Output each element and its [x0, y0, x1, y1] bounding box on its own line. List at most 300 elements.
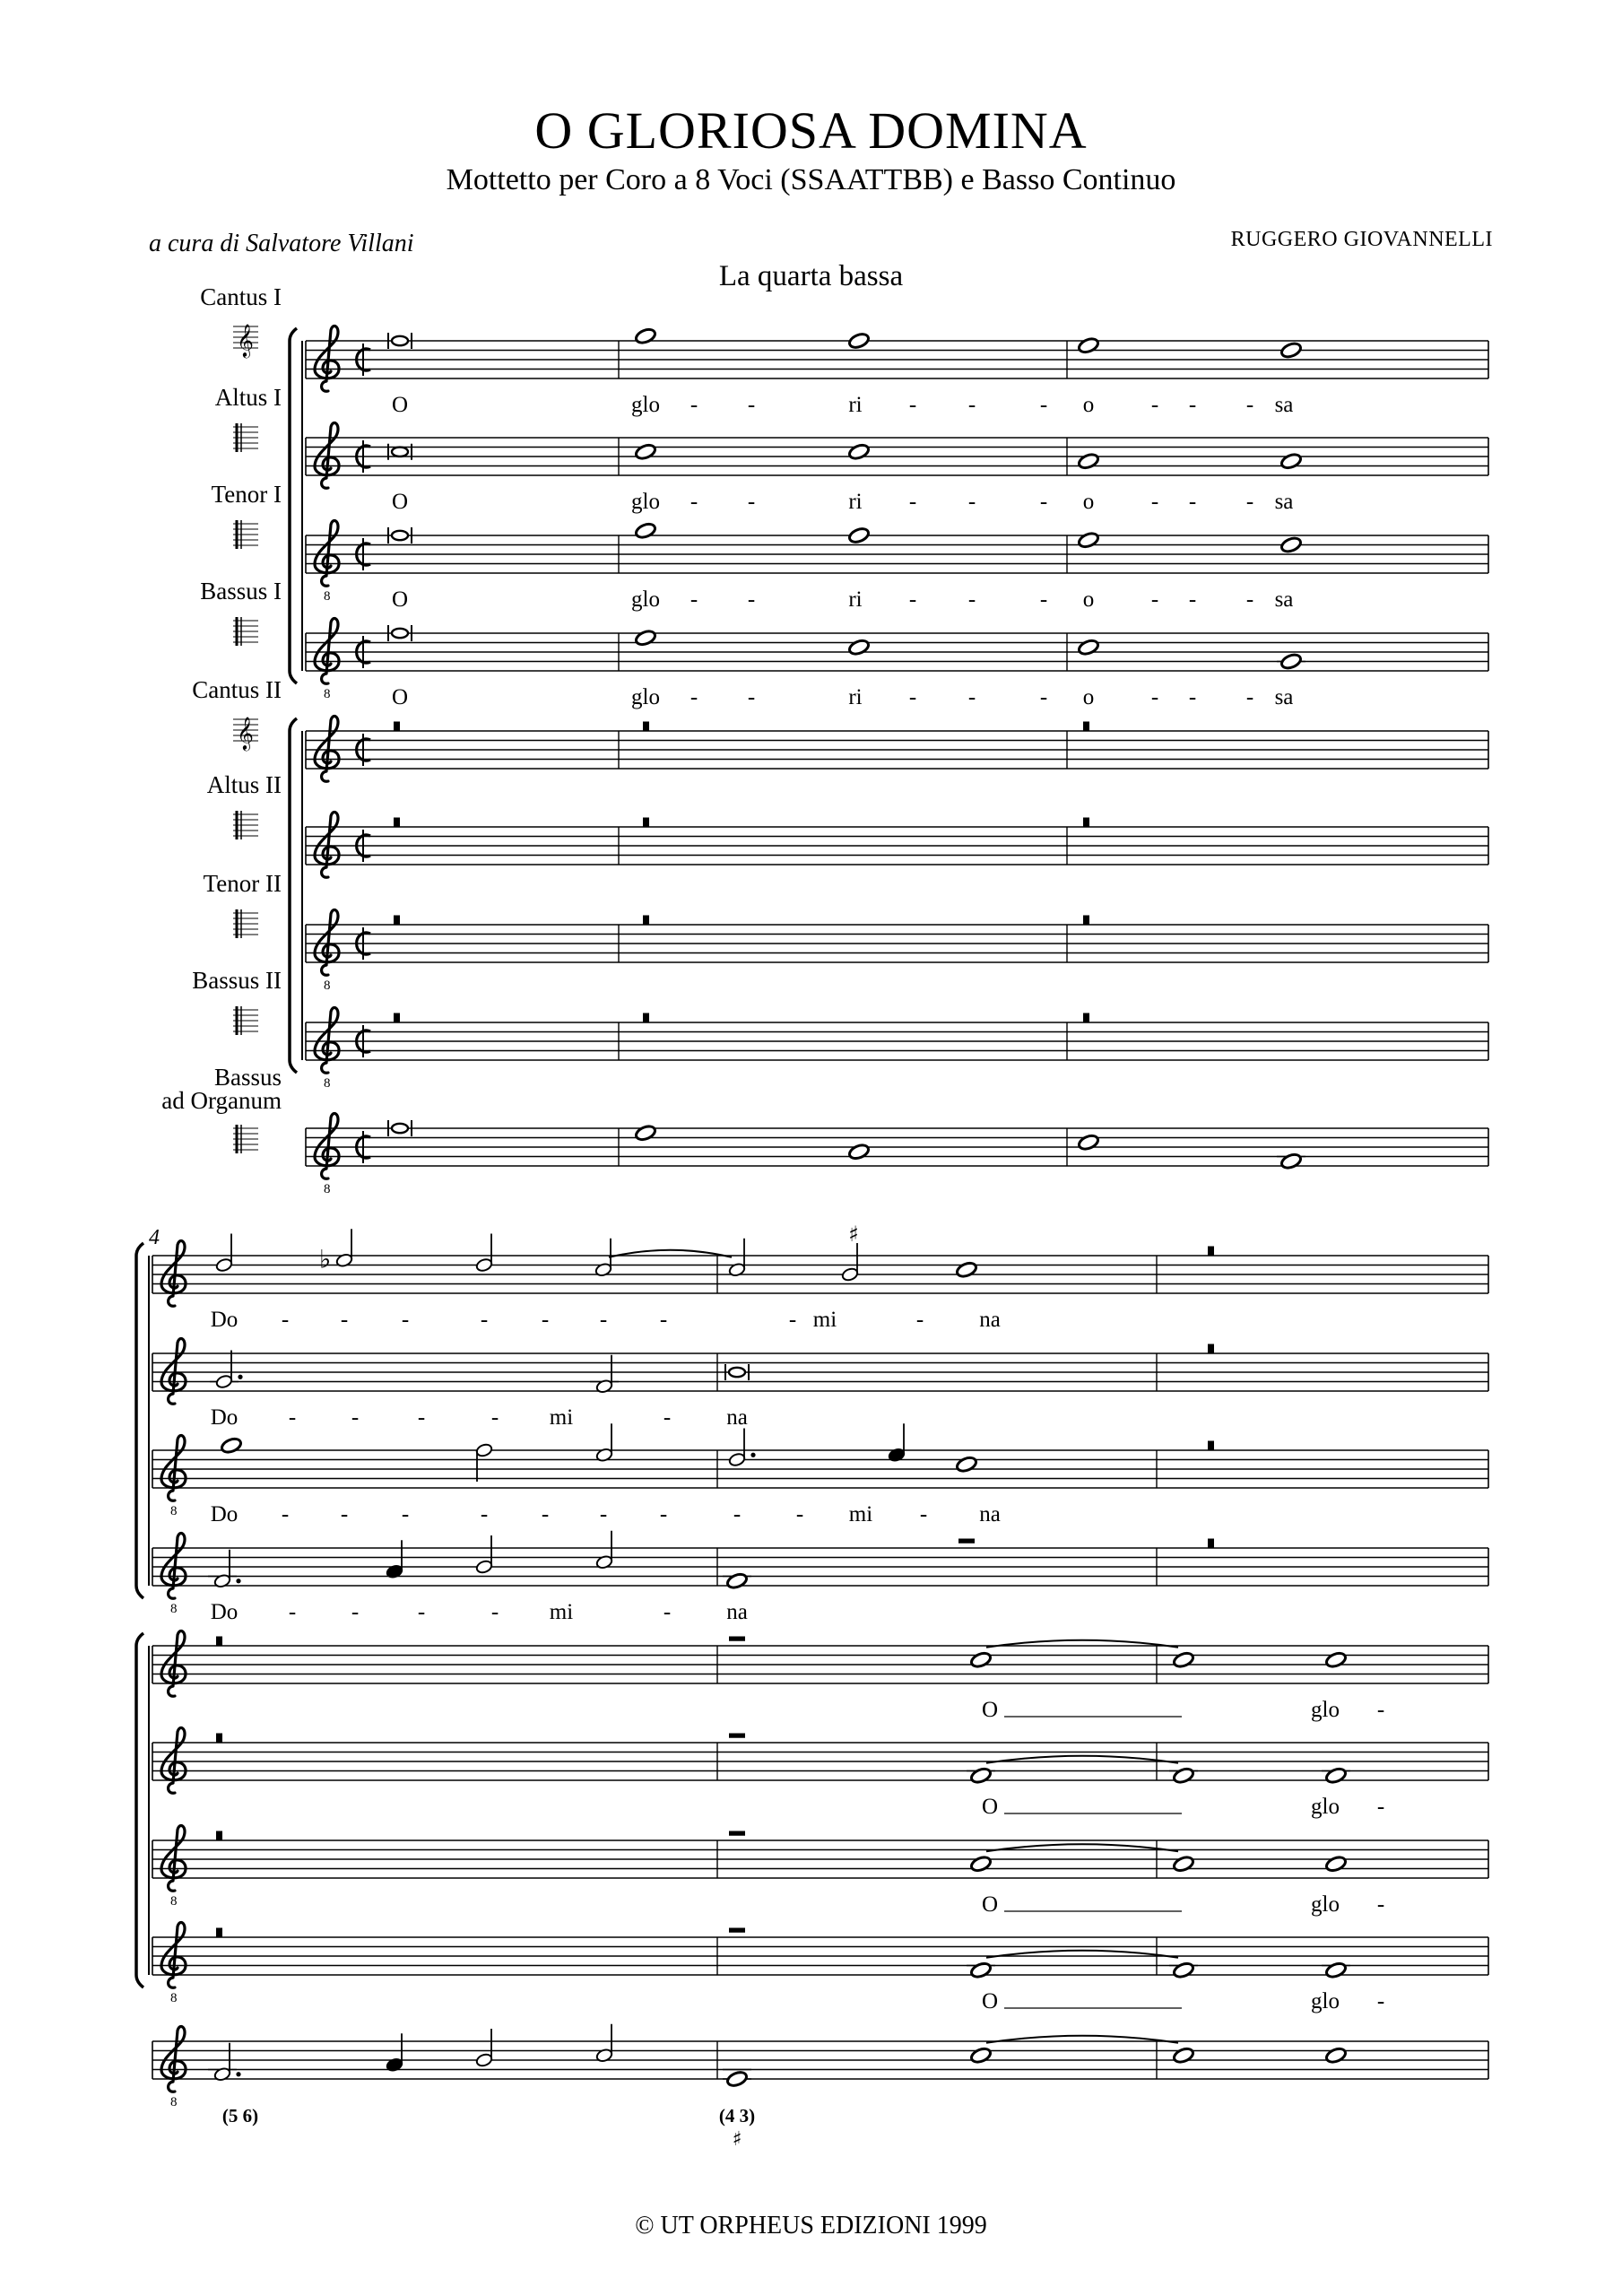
lyric-syllable: - — [490, 1600, 499, 1624]
augmentation-dot — [750, 1453, 755, 1457]
voice-name: Tenor II — [203, 870, 282, 897]
treble-clef-icon — [161, 1435, 186, 1500]
lyric-syllable: - — [1188, 490, 1197, 514]
lyric-syllable: glo — [1311, 1892, 1340, 1917]
voice-name: Altus II — [206, 771, 282, 798]
half-notehead — [475, 1559, 493, 1574]
octave-eight-mark: 8 — [170, 1894, 178, 1909]
lyric-syllable: Do — [210, 1600, 239, 1624]
breve-rest — [1208, 1247, 1214, 1257]
choir-bracket — [136, 1243, 143, 1598]
voice-name: Altus I — [214, 384, 282, 411]
lyric-syllable: - — [401, 1308, 410, 1332]
treble-clef-icon — [315, 716, 339, 781]
figured-bass: (5 6) — [221, 2105, 259, 2126]
lyric-syllable: - — [690, 685, 698, 709]
lyric-syllable: - — [1376, 1892, 1385, 1917]
lyric-syllable: sa — [1274, 685, 1294, 709]
lyric-syllable: mi — [848, 1502, 873, 1526]
treble-clef-icon — [161, 1533, 186, 1598]
score-title: O GLORIOSA DOMINA — [534, 101, 1088, 160]
copyright-notice: © UT ORPHEUS EDIZIONI 1999 — [635, 2212, 987, 2239]
half-notehead — [595, 1554, 613, 1570]
breve-rest — [1083, 916, 1089, 926]
lyric-syllable: - — [908, 490, 917, 514]
lyric-syllable: - — [1039, 685, 1048, 709]
lyric-syllable: - — [401, 1502, 410, 1526]
staff-6 — [152, 1727, 1488, 1793]
lyric-syllable: - — [690, 490, 698, 514]
whole-notehead — [634, 629, 656, 647]
lyric-syllable: - — [1039, 393, 1048, 417]
lyric-syllable: - — [599, 1502, 608, 1526]
lyric-syllable: - — [490, 1405, 499, 1430]
lyric-syllable: - — [1150, 685, 1159, 709]
octave-eight-mark: 8 — [324, 978, 331, 993]
breve-rest — [1083, 1013, 1089, 1023]
breve-rest — [216, 1928, 222, 1938]
lyric-syllable: - — [1245, 587, 1254, 612]
breve-rest — [643, 818, 649, 828]
lyric-syllable: O — [391, 393, 409, 417]
lyric-syllable: O — [981, 1989, 999, 2013]
lyric-syllable: - — [1245, 685, 1254, 709]
lyric-syllable: - — [541, 1502, 550, 1526]
staff-6 — [306, 812, 1488, 877]
voice-name-line-2: ad Organum — [161, 1087, 282, 1114]
lyric-syllable: - — [417, 1600, 426, 1624]
breve-rest — [394, 818, 400, 828]
voice-notes-6 — [216, 1734, 1350, 1785]
octave-eight-mark: 8 — [170, 1991, 178, 2005]
whole-notehead — [969, 1651, 992, 1669]
lyric-syllable: - — [1376, 1989, 1385, 2013]
whole-notehead — [847, 526, 870, 544]
voice-notes-7 — [394, 916, 1089, 926]
lyric-syllable: glo — [1311, 1989, 1340, 2013]
octave-eight-mark: 8 — [324, 1076, 331, 1091]
breve-rest — [216, 1831, 222, 1841]
treble-clef-icon — [315, 1007, 339, 1073]
whole-notehead — [955, 1456, 977, 1474]
composer-name: RUGGERO GIOVANNELLI — [1230, 228, 1493, 251]
breve-rest — [1208, 1539, 1214, 1549]
lyric-syllable: O — [981, 1795, 999, 1819]
treble-clef-icon — [315, 618, 339, 683]
whole-rest — [729, 1637, 745, 1641]
lyric-syllable: na — [979, 1502, 1001, 1526]
staff-5 — [152, 1631, 1488, 1696]
half-notehead — [215, 1374, 233, 1389]
augmentation-dot — [236, 1578, 240, 1583]
breve-rest — [394, 1013, 400, 1023]
lyric-syllable: - — [967, 393, 976, 417]
lyrics-line-5 — [982, 1698, 1384, 1722]
voice-label-7 — [204, 870, 282, 938]
score-subtitle: Mottetto per Coro a 8 Voci (SSAATTBB) e Basso Continuo — [446, 163, 1176, 196]
flat-accidental: ♭ — [319, 1244, 332, 1274]
breve-notehead — [392, 336, 408, 345]
whole-notehead — [1172, 1651, 1194, 1669]
staff-2 — [152, 1338, 1488, 1404]
lyric-syllable: - — [541, 1308, 550, 1332]
lyric-syllable: O — [391, 490, 409, 514]
breve-rest — [1083, 818, 1089, 828]
whole-notehead — [725, 1572, 748, 1590]
lyric-syllable: - — [795, 1502, 804, 1526]
whole-notehead — [1172, 2047, 1194, 2065]
lyric-syllable: - — [1039, 490, 1048, 514]
voice-name: Bassus I — [200, 578, 282, 604]
treble-clef-icon — [161, 1825, 186, 1891]
voice-notes-5 — [394, 722, 1089, 732]
breve-rest — [394, 722, 400, 732]
figured-bass-sharp: ♯ — [732, 2128, 742, 2151]
whole-notehead — [1077, 336, 1099, 354]
lyric-syllable: - — [908, 393, 917, 417]
lyric-syllable: mi — [549, 1600, 574, 1624]
lyric-syllable: - — [1188, 393, 1197, 417]
voice-notes-8 — [394, 1013, 1089, 1023]
treble-clef-icon — [315, 1113, 339, 1178]
staff-1 — [152, 1240, 1488, 1306]
lyric-syllable: - — [967, 685, 976, 709]
octave-eight-mark: 8 — [324, 589, 331, 604]
whole-notehead — [634, 443, 656, 461]
staff-8 — [152, 1922, 1488, 2005]
treble-clef-icon — [161, 1631, 186, 1696]
lyric-syllable: - — [480, 1308, 489, 1332]
lyric-syllable: na — [726, 1405, 748, 1430]
treble-clef-icon — [315, 326, 339, 391]
voice-label-9 — [161, 1064, 282, 1153]
lyric-syllable: - — [340, 1502, 349, 1526]
breve-notehead — [392, 448, 408, 457]
whole-notehead — [847, 443, 870, 461]
lyric-syllable: - — [480, 1502, 489, 1526]
half-notehead — [728, 1262, 746, 1277]
voice-label-1 — [200, 283, 282, 358]
breve-rest — [1083, 722, 1089, 732]
quarter-notehead — [386, 1564, 403, 1579]
lyrics-line-8 — [982, 1989, 1384, 2013]
lyric-syllable: - — [659, 1308, 668, 1332]
voice-label-6 — [207, 771, 282, 839]
whole-notehead — [1077, 452, 1099, 470]
lyrics-line-1 — [211, 1308, 1001, 1332]
lyric-syllable: - — [1150, 587, 1159, 612]
choir-bracket — [136, 1633, 143, 1987]
lyric-syllable: - — [659, 1502, 668, 1526]
whole-notehead — [1172, 1961, 1194, 1979]
lyric-syllable: - — [281, 1502, 290, 1526]
whole-notehead — [847, 639, 870, 657]
lyrics-line-4 — [211, 1600, 748, 1624]
lyrics-line-1 — [392, 393, 1293, 417]
breve-rest — [216, 1734, 222, 1744]
whole-notehead — [1324, 1651, 1347, 1669]
lyric-syllable: glo — [631, 587, 660, 612]
breve-notehead — [729, 1368, 745, 1377]
voice-name: Cantus II — [192, 676, 282, 703]
lyric-syllable: - — [967, 587, 976, 612]
lyric-syllable: mi — [549, 1405, 574, 1430]
treble-clef-icon — [161, 1727, 186, 1793]
octave-eight-mark: 8 — [170, 1602, 178, 1616]
lyric-syllable: ri — [848, 685, 863, 709]
lyric-syllable: O — [981, 1698, 999, 1722]
whole-notehead — [955, 1261, 977, 1279]
lyric-syllable: - — [1188, 685, 1197, 709]
lyric-syllable: - — [690, 587, 698, 612]
half-notehead — [335, 1253, 353, 1268]
whole-notehead — [634, 522, 656, 540]
measure-number: 4 — [149, 1226, 160, 1249]
lyrics-line-7 — [982, 1892, 1384, 1917]
whole-notehead — [1279, 341, 1302, 359]
treble-clef-icon — [161, 1922, 186, 1987]
editor-credit: a cura di Salvatore Villani — [149, 230, 414, 257]
octave-eight-mark: 8 — [324, 1182, 331, 1196]
incipit-clef-icon: 𝄞 — [237, 323, 254, 357]
whole-notehead — [1172, 1855, 1194, 1873]
whole-notehead — [1324, 1961, 1347, 1979]
lyric-syllable: na — [979, 1308, 1001, 1332]
lyric-syllable: - — [747, 393, 756, 417]
treble-clef-icon — [315, 812, 339, 877]
staff-5 — [306, 716, 1488, 781]
system-1 — [290, 326, 1488, 1196]
lyric-syllable: ri — [848, 587, 863, 612]
lyrics-line-6 — [982, 1795, 1384, 1819]
whole-rest — [729, 1928, 745, 1933]
staff-9 — [152, 2026, 1488, 2109]
lyrics-line-3 — [211, 1502, 1001, 1526]
lyric-syllable: glo — [631, 685, 660, 709]
half-notehead — [475, 1442, 493, 1457]
lyric-syllable: - — [599, 1308, 608, 1332]
staff-2 — [306, 422, 1488, 488]
lyric-syllable: - — [1245, 490, 1254, 514]
whole-notehead — [847, 332, 870, 350]
lyric-syllable: Do — [210, 1405, 239, 1430]
staff-3 — [306, 520, 1488, 604]
voice-label-5 — [192, 676, 282, 751]
half-notehead — [728, 1452, 746, 1467]
staff-4 — [306, 618, 1488, 701]
whole-notehead — [1279, 535, 1302, 553]
staff-7 — [306, 909, 1488, 993]
whole-notehead — [1172, 1767, 1194, 1785]
lyric-syllable: o — [1082, 587, 1095, 612]
half-notehead — [595, 2048, 613, 2063]
lyric-syllable: - — [1376, 1795, 1385, 1819]
lyric-syllable: - — [747, 490, 756, 514]
whole-notehead — [969, 1855, 992, 1873]
lyric-syllable: sa — [1274, 393, 1294, 417]
lyric-syllable: - — [663, 1405, 672, 1430]
half-notehead — [841, 1266, 859, 1282]
quarter-notehead — [888, 1448, 906, 1463]
lyric-syllable: - — [915, 1308, 924, 1332]
voice-label-4 — [200, 578, 282, 646]
lyric-syllable: - — [1150, 393, 1159, 417]
lyrics-line-4 — [392, 685, 1293, 709]
lyric-syllable: - — [1245, 393, 1254, 417]
whole-notehead — [1279, 452, 1302, 470]
whole-notehead — [634, 327, 656, 345]
breve-rest — [1208, 1344, 1214, 1354]
lyric-syllable: Do — [210, 1502, 239, 1526]
lyric-syllable: - — [288, 1600, 297, 1624]
lyric-syllable: O — [391, 685, 409, 709]
lyric-syllable: glo — [1311, 1698, 1340, 1722]
voice-label-8 — [192, 967, 282, 1035]
breve-rest — [643, 722, 649, 732]
breve-rest — [216, 1637, 222, 1647]
whole-notehead — [1077, 1134, 1099, 1152]
whole-rest — [958, 1539, 975, 1544]
half-notehead — [475, 1257, 493, 1273]
whole-notehead — [1077, 639, 1099, 657]
whole-notehead — [1279, 652, 1302, 670]
choir-bracket — [290, 718, 297, 1073]
whole-notehead — [1077, 531, 1099, 549]
treble-clef-icon — [315, 909, 339, 975]
whole-notehead — [1324, 2047, 1347, 2065]
voice-label-2 — [215, 384, 282, 452]
whole-notehead — [969, 1961, 992, 1979]
treble-clef-icon — [161, 1338, 186, 1404]
lyric-syllable: glo — [631, 393, 660, 417]
whole-notehead — [847, 1143, 870, 1161]
lyric-syllable: O — [981, 1892, 999, 1917]
lyric-syllable: - — [351, 1600, 360, 1624]
voice-name: Bassus II — [192, 967, 282, 994]
treble-clef-icon — [161, 2026, 186, 2092]
whole-notehead — [969, 1767, 992, 1785]
lyric-syllable: - — [690, 393, 698, 417]
lyric-syllable: glo — [631, 490, 660, 514]
lyric-syllable: - — [967, 490, 976, 514]
staff-8 — [306, 1007, 1488, 1091]
augmentation-dot — [238, 1375, 242, 1379]
octave-eight-mark: 8 — [170, 2095, 178, 2109]
lyric-syllable: - — [663, 1600, 672, 1624]
lyric-syllable: O — [391, 587, 409, 612]
half-notehead — [215, 1257, 233, 1273]
breve-rest — [394, 916, 400, 926]
whole-notehead — [1324, 1855, 1347, 1873]
lyric-syllable: - — [908, 685, 917, 709]
augmentation-dot — [236, 2072, 240, 2076]
lyric-syllable: sa — [1274, 490, 1294, 514]
whole-rest — [729, 1734, 745, 1738]
half-notehead — [475, 2052, 493, 2067]
voice-notes-6 — [394, 818, 1089, 828]
system-2 — [136, 1229, 1488, 2109]
lyric-syllable: Do — [210, 1308, 239, 1332]
voice-notes-3 — [388, 522, 1303, 554]
lyric-syllable: na — [726, 1600, 748, 1624]
staff-7 — [152, 1825, 1488, 1909]
quarter-notehead — [386, 2057, 403, 2073]
lyric-syllable: - — [281, 1308, 290, 1332]
voice-name: Cantus I — [200, 283, 282, 310]
voice-notes-7 — [216, 1831, 1348, 1874]
voice-notes-8 — [216, 1928, 1350, 1979]
whole-rest — [729, 1831, 745, 1836]
lyrics-line-3 — [392, 587, 1293, 612]
voice-name: Tenor I — [211, 481, 282, 508]
voice-notes-1 — [388, 327, 1303, 360]
lyric-syllable: - — [288, 1405, 297, 1430]
breve-notehead — [392, 1124, 408, 1133]
lyric-syllable: - — [1376, 1698, 1385, 1722]
breve-rest — [643, 1013, 649, 1023]
octave-eight-mark: 8 — [170, 1504, 178, 1518]
voice-notes-4 — [208, 1531, 1214, 1590]
sharp-accidental-above: ♯ — [848, 1222, 859, 1247]
lyric-syllable: - — [747, 587, 756, 612]
choir-bracket — [290, 328, 297, 683]
lyric-syllable: - — [908, 587, 917, 612]
breve-rest — [643, 916, 649, 926]
lyric-syllable: sa — [1274, 587, 1294, 612]
whole-notehead — [634, 1124, 656, 1142]
staff-1 — [306, 326, 1488, 391]
lyrics-line-2 — [211, 1405, 748, 1430]
lyric-syllable: o — [1082, 393, 1095, 417]
staff-9 — [306, 1113, 1488, 1196]
voice-notes-2 — [210, 1344, 1214, 1395]
whole-notehead — [1279, 1152, 1302, 1170]
whole-notehead — [969, 2047, 992, 2065]
lyric-syllable: - — [919, 1502, 928, 1526]
lyric-syllable: - — [417, 1405, 426, 1430]
breve-notehead — [392, 629, 408, 638]
whole-notehead — [1324, 1767, 1347, 1785]
lyric-syllable: o — [1082, 685, 1095, 709]
lyric-syllable: - — [1188, 587, 1197, 612]
lyric-syllable: - — [1150, 490, 1159, 514]
lyric-syllable: - — [1039, 587, 1048, 612]
section-heading: La quarta bassa — [718, 260, 904, 292]
lyric-syllable: - — [733, 1502, 742, 1526]
staff-3 — [152, 1435, 1488, 1518]
figured-bass: (4 3) — [718, 2105, 756, 2126]
lyric-syllable: - — [351, 1405, 360, 1430]
half-notehead — [594, 1262, 612, 1277]
treble-clef-icon — [315, 520, 339, 586]
lyric-syllable: ri — [848, 490, 863, 514]
lyrics-line-2 — [392, 490, 1293, 514]
lyric-syllable: mi — [812, 1308, 837, 1332]
lyric-syllable: o — [1082, 490, 1095, 514]
voice-label-3 — [212, 481, 282, 549]
lyric-syllable: glo — [1311, 1795, 1340, 1819]
lyric-syllable: - — [788, 1308, 797, 1332]
incipit-clef-icon: 𝄞 — [237, 716, 254, 750]
lyric-syllable: - — [747, 685, 756, 709]
breve-rest — [1208, 1441, 1214, 1451]
octave-eight-mark: 8 — [324, 687, 331, 701]
voice-name-line-1: Bassus — [213, 1064, 282, 1091]
voice-notes-4 — [388, 625, 1305, 671]
treble-clef-icon — [315, 422, 339, 488]
breve-notehead — [392, 531, 408, 540]
whole-notehead — [220, 1437, 242, 1455]
